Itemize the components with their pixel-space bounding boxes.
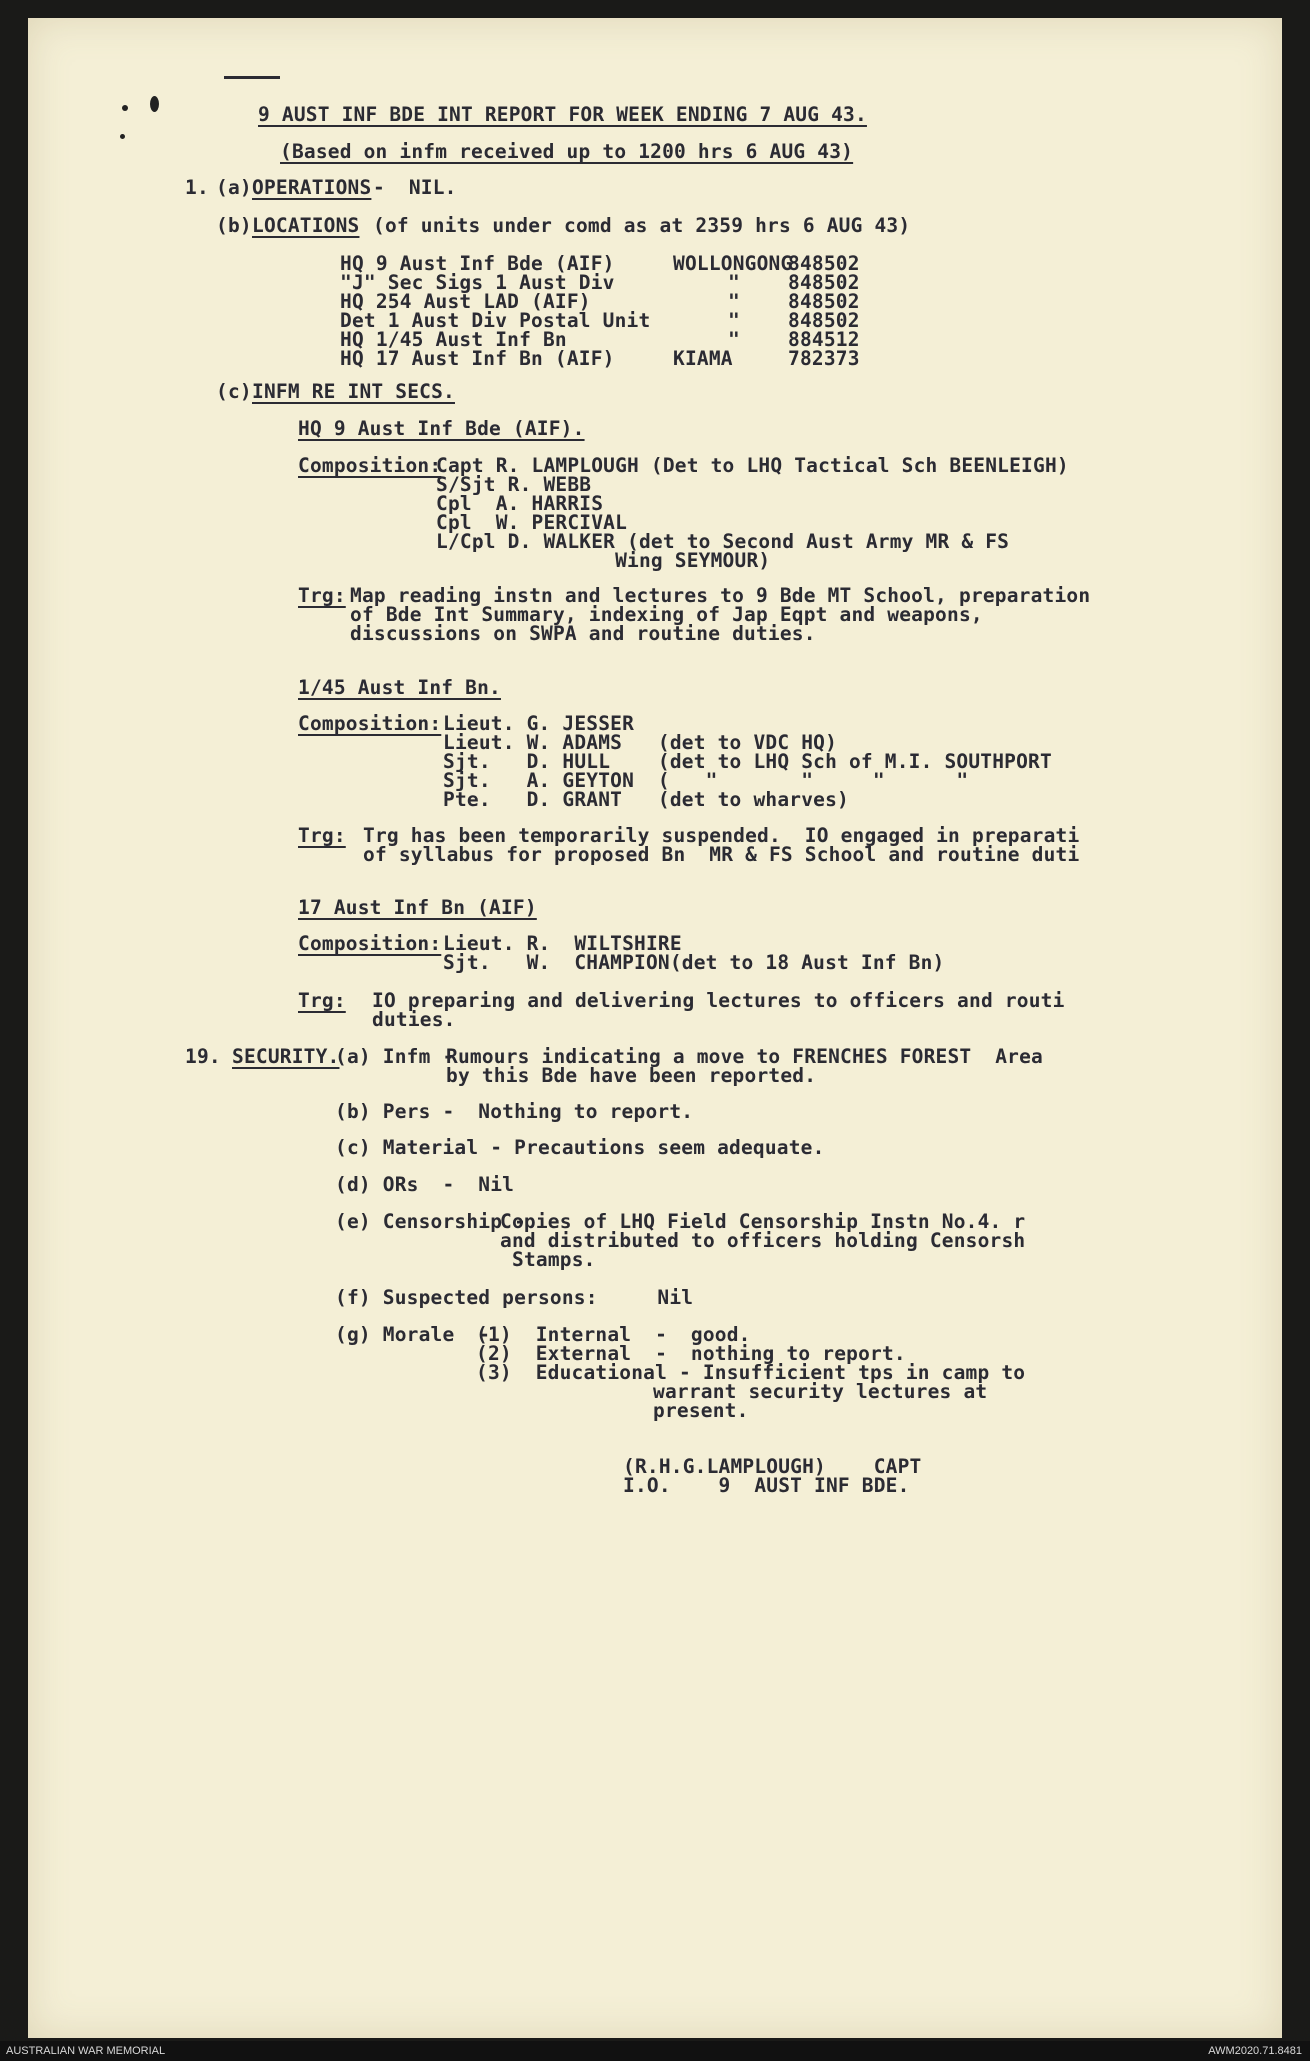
- ink-spot: [122, 105, 128, 111]
- int-secs-heading: INFM RE INT SECS.: [252, 380, 455, 403]
- location-place: ": [728, 290, 740, 313]
- security-heading: SECURITY.: [232, 1045, 340, 1068]
- composition-line: Sjt. A. GEYTON ( " " " ": [443, 769, 969, 792]
- section-number: 19.: [185, 1045, 221, 1068]
- security-item-text: Rumours indicating a move to FRENCHES FOREST Area: [446, 1045, 1043, 1068]
- location-unit: Det 1 Aust Div Postal Unit: [340, 309, 651, 332]
- security-item-text: by this Bde have been reported.: [446, 1064, 817, 1087]
- location-unit: HQ 254 Aust LAD (AIF): [340, 290, 591, 313]
- location-ref: 848502: [788, 252, 860, 275]
- composition-line: Lieut. R. WILTSHIRE: [443, 932, 682, 955]
- training-label: Trg:: [298, 989, 346, 1012]
- security-item-text: and distributed to officers holding Censorsh: [500, 1229, 1026, 1252]
- composition-line: Cpl A. HARRIS: [436, 492, 604, 515]
- operations-heading: OPERATIONS: [252, 176, 372, 199]
- unit-heading: 1/45 Aust Inf Bn.: [298, 676, 501, 699]
- security-item-text: Copies of LHQ Field Censorship Instn No.4. r: [500, 1210, 1026, 1233]
- security-item: (b) Pers - Nothing to report.: [335, 1100, 694, 1123]
- archive-reference: AWM2020.71.8481: [1208, 2045, 1302, 2057]
- subsection-marker: (a): [216, 176, 252, 199]
- composition-label: Composition:: [298, 932, 442, 955]
- location-ref: 848502: [788, 290, 860, 313]
- document-title: 9 AUST INF BDE INT REPORT FOR WEEK ENDING 7 AUG 43.: [258, 103, 867, 126]
- security-item: (c) Material - Precautions seem adequate.: [335, 1136, 825, 1159]
- security-item-label: (a) Infm -: [335, 1045, 455, 1068]
- training-label: Trg:: [298, 584, 346, 607]
- ink-spot: [150, 96, 159, 112]
- morale-line: (1) Internal - good.: [476, 1323, 751, 1346]
- location-place: ": [728, 328, 740, 351]
- training-line: duties.: [372, 1008, 456, 1031]
- composition-line: Wing SEYMOUR): [436, 549, 771, 572]
- security-item-text: Stamps.: [512, 1248, 596, 1271]
- security-item: (d) ORs - Nil: [335, 1173, 515, 1196]
- locations-heading: LOCATIONS: [252, 214, 360, 237]
- security-item-label: (e) Censorship -: [335, 1210, 527, 1233]
- composition-line: Lieut. W. ADAMS (det to VDC HQ): [443, 731, 838, 754]
- location-ref: 848502: [788, 271, 860, 294]
- composition-line: Capt R. LAMPLOUGH (Det to LHQ Tactical Sch BEENLEIGH): [436, 454, 1069, 477]
- ink-spot: [120, 134, 125, 139]
- location-ref: 848502: [788, 309, 860, 332]
- subsection-marker: (b): [216, 214, 252, 237]
- unit-heading: 17 Aust Inf Bn (AIF): [298, 896, 537, 919]
- training-label: Trg:: [298, 824, 346, 847]
- training-line: of syllabus for proposed Bn MR & FS School and routine duti: [363, 843, 1080, 866]
- composition-label: Composition:: [298, 712, 442, 735]
- morale-line: (2) External - nothing to report.: [476, 1342, 906, 1365]
- training-line: IO preparing and delivering lectures to officers and routi: [372, 989, 1065, 1012]
- composition-line: S/Sjt R. WEBB: [436, 473, 592, 496]
- operations-value: - NIL.: [373, 176, 457, 199]
- location-place: ": [728, 309, 740, 332]
- composition-line: Pte. D. GRANT (det to wharves): [443, 788, 849, 811]
- location-place: ": [728, 271, 740, 294]
- morale-line: warrant security lectures at: [653, 1380, 988, 1403]
- location-unit: "J" Sec Sigs 1 Aust Div: [340, 271, 615, 294]
- section-number: 1.: [185, 176, 209, 199]
- location-unit: HQ 1/45 Aust Inf Bn: [340, 328, 567, 351]
- unit-heading: HQ 9 Aust Inf Bde (AIF).: [298, 417, 585, 440]
- morale-line: present.: [653, 1399, 749, 1422]
- composition-line: L/Cpl D. WALKER (det to Second Aust Army MR & FS: [436, 530, 1010, 553]
- document-page: [28, 18, 1282, 2038]
- archive-name: AUSTRALIAN WAR MEMORIAL: [6, 2045, 166, 2057]
- composition-line: Sjt. W. CHAMPION(det to 18 Aust Inf Bn): [443, 951, 945, 974]
- signature-title: I.O. 9 AUST INF BDE.: [623, 1474, 910, 1497]
- archive-footer: [0, 2041, 1310, 2061]
- composition-label: Composition:: [298, 454, 442, 477]
- location-unit: HQ 9 Aust Inf Bde (AIF): [340, 252, 615, 275]
- location-unit: HQ 17 Aust Inf Bn (AIF): [340, 347, 615, 370]
- location-ref: 884512: [788, 328, 860, 351]
- training-line: discussions on SWPA and routine duties.: [350, 622, 816, 645]
- composition-line: Lieut. G. JESSER: [443, 712, 635, 735]
- training-line: Map reading instn and lectures to 9 Bde MT School, preparation: [350, 584, 1091, 607]
- training-line: Trg has been temporarily suspended. IO engaged in preparati: [363, 824, 1080, 847]
- location-place: WOLLONGONG: [673, 252, 793, 275]
- location-place: KIAMA: [673, 347, 733, 370]
- composition-line: Sjt. D. HULL (det to LHQ Sch of M.I. SOUTHPORT: [443, 750, 1052, 773]
- locations-note: (of units under comd as at 2359 hrs 6 AUG 43): [373, 214, 911, 237]
- morale-line: (3) Educational - Insufficient tps in camp to: [476, 1361, 1026, 1384]
- training-line: of Bde Int Summary, indexing of Jap Eqpt and weapons,: [350, 603, 983, 626]
- security-item-label: (g) Morale -: [335, 1323, 491, 1346]
- location-ref: 782373: [788, 347, 860, 370]
- security-item: (f) Suspected persons: Nil: [335, 1286, 694, 1309]
- composition-line: Cpl W. PERCIVAL: [436, 511, 628, 534]
- subsection-marker: (c): [216, 380, 252, 403]
- document-subtitle: (Based on infm received up to 1200 hrs 6 AUG 43): [280, 140, 854, 163]
- signature-name: (R.H.G.LAMPLOUGH) CAPT: [623, 1455, 922, 1478]
- header-dash: [224, 76, 280, 79]
